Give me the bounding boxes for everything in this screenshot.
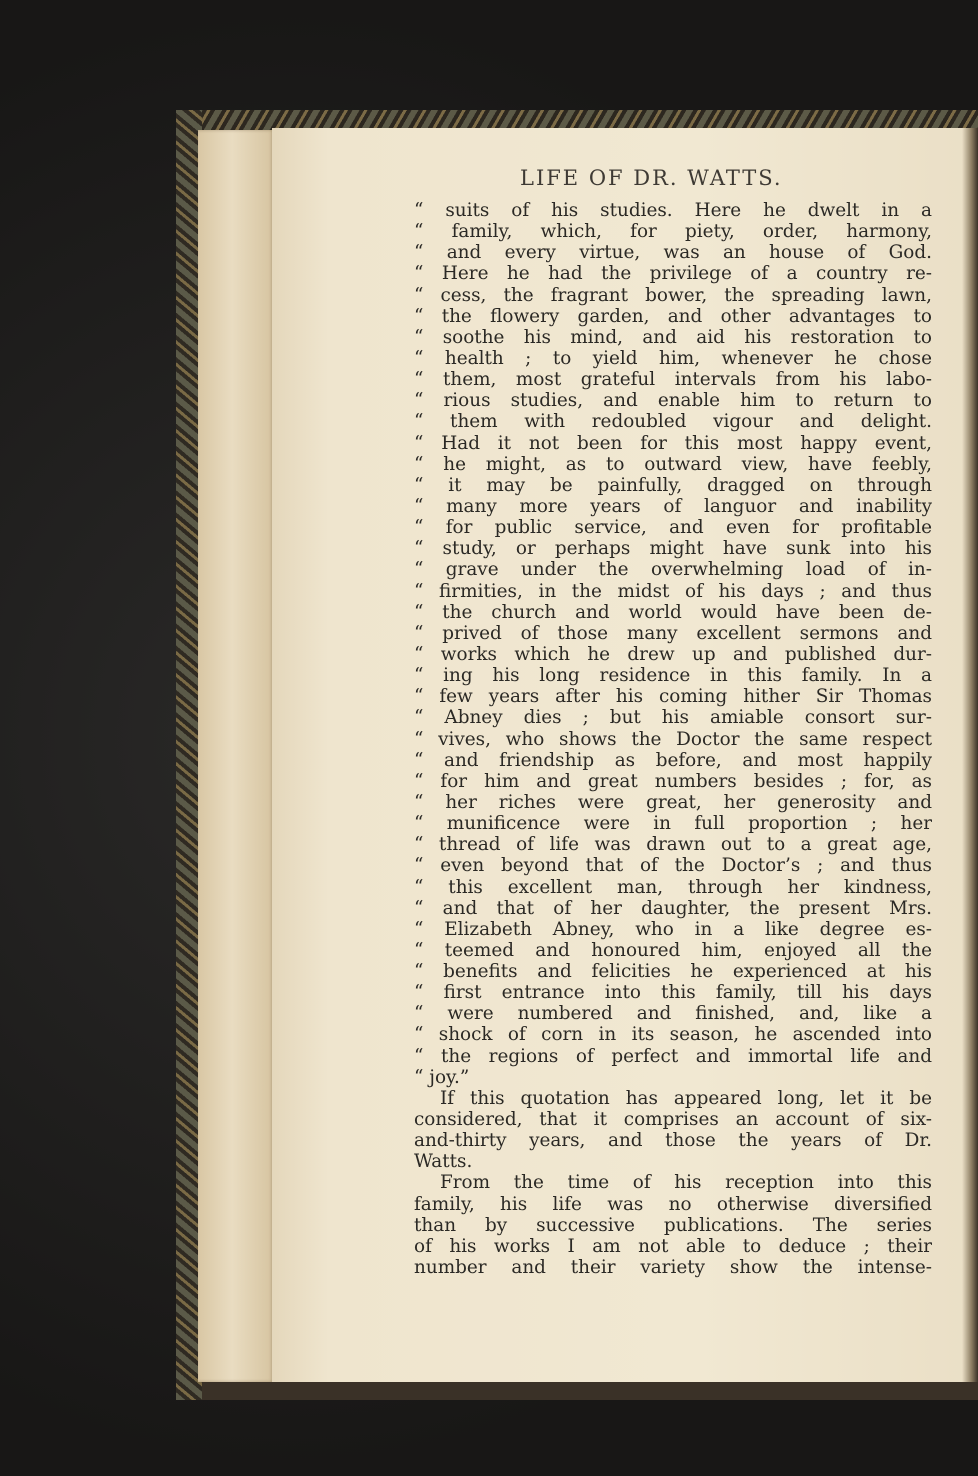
text-line: “ Had it not been for this most happy event, bbox=[414, 432, 932, 454]
text-line: “ first entrance into this family, till his days bbox=[414, 982, 932, 1004]
text-line: “ her riches were great, her generosity and bbox=[414, 791, 932, 813]
page-gutter-shadow bbox=[962, 128, 978, 1382]
text-line: than by successive publications. The series bbox=[414, 1214, 932, 1236]
text-line: “ he might, as to outward view, have feebly, bbox=[414, 453, 932, 475]
text-line: “ works which he drew up and published dur- bbox=[414, 643, 932, 665]
text-line: “ study, or perhaps might have sunk into his bbox=[414, 538, 932, 560]
text-line: “ and friendship as before, and most happily bbox=[414, 749, 932, 771]
text-line: “ were numbered and finished, and, like a bbox=[414, 1003, 932, 1025]
running-head: LIFE OF DR. WATTS. bbox=[520, 166, 783, 190]
page-text bbox=[414, 200, 932, 1278]
text-line: “ firmities, in the midst of his days ; and thus bbox=[414, 580, 932, 602]
text-line: “ rious studies, and enable him to return to bbox=[414, 390, 932, 412]
text-line: From the time of his reception into this bbox=[440, 1172, 932, 1194]
text-line: Watts. bbox=[414, 1151, 473, 1173]
text-line: “ and every virtue, was an house of God. bbox=[414, 242, 932, 264]
text-line: “ few years after his coming hither Sir Thomas bbox=[414, 686, 932, 708]
text-line: number and their variety show the intense- bbox=[414, 1257, 932, 1279]
text-line: “ family, which, for piety, order, harmony, bbox=[414, 221, 932, 243]
text-line: “ suits of his studies. Here he dwelt in a bbox=[414, 200, 932, 221]
text-line: “ teemed and honoured him, enjoyed all the bbox=[414, 939, 932, 961]
text-line: “ them, most grateful intervals from his labo- bbox=[414, 369, 932, 391]
text-line: “ Abney dies ; but his amiable consort sur- bbox=[414, 707, 932, 729]
text-line: “ grave under the overwhelming load of in- bbox=[414, 559, 932, 581]
text-line: “ the church and world would have been de- bbox=[414, 601, 932, 623]
text-line: “ for public service, and even for profitable bbox=[414, 517, 932, 539]
text-line: “ soothe his mind, and aid his restoration to bbox=[414, 326, 932, 348]
text-line: “ Elizabeth Abney, who in a like degree es- bbox=[414, 918, 932, 940]
text-line: “ it may be painfully, dragged on through bbox=[414, 474, 932, 496]
text-line: “ many more years of languor and inability bbox=[414, 495, 932, 517]
text-line: If this quotation has appeared long, let it be bbox=[440, 1087, 932, 1109]
text-line: “ health ; to yield him, whenever he chose bbox=[414, 347, 932, 369]
text-line: considered, that it comprises an account of six- bbox=[414, 1109, 932, 1131]
text-line: “ the flowery garden, and other advantages to bbox=[414, 305, 932, 327]
text-line: “ shock of corn in its season, he ascended into bbox=[414, 1024, 932, 1046]
page-stack bbox=[198, 130, 274, 1382]
text-line: “ the regions of perfect and immortal life and bbox=[414, 1045, 932, 1067]
text-line: “ thread of life was drawn out to a great age, bbox=[414, 834, 932, 856]
text-line: and-thirty years, and those the years of Dr. bbox=[414, 1130, 932, 1152]
text-line: “ and that of her daughter, the present Mrs. bbox=[414, 897, 932, 919]
text-line: family, his life was no otherwise diversified bbox=[414, 1193, 932, 1215]
text-line: “ even beyond that of the Doctor’s ; and thus bbox=[414, 855, 932, 877]
text-line: “ vives, who shows the Doctor the same respect bbox=[414, 728, 932, 750]
text-line: “ joy.” bbox=[414, 1066, 470, 1088]
text-line: “ benefits and felicities he experienced at his bbox=[414, 961, 932, 983]
text-line: “ ing his long residence in this family. In a bbox=[414, 665, 932, 687]
text-line: “ Here he had the privilege of a country re- bbox=[414, 263, 932, 285]
text-line: “ cess, the fragrant bower, the spreading lawn, bbox=[414, 284, 932, 306]
text-line: “ prived of those many excellent sermons and bbox=[414, 622, 932, 644]
text-line: “ munificence were in full proportion ; her bbox=[414, 813, 932, 835]
text-line: “ for him and great numbers besides ; for, as bbox=[414, 770, 932, 792]
text-line: “ this excellent man, through her kindness, bbox=[414, 876, 932, 898]
text-line: “ them with redoubled vigour and delight. bbox=[414, 411, 932, 433]
text-line: of his works I am not able to deduce ; their bbox=[414, 1235, 932, 1257]
